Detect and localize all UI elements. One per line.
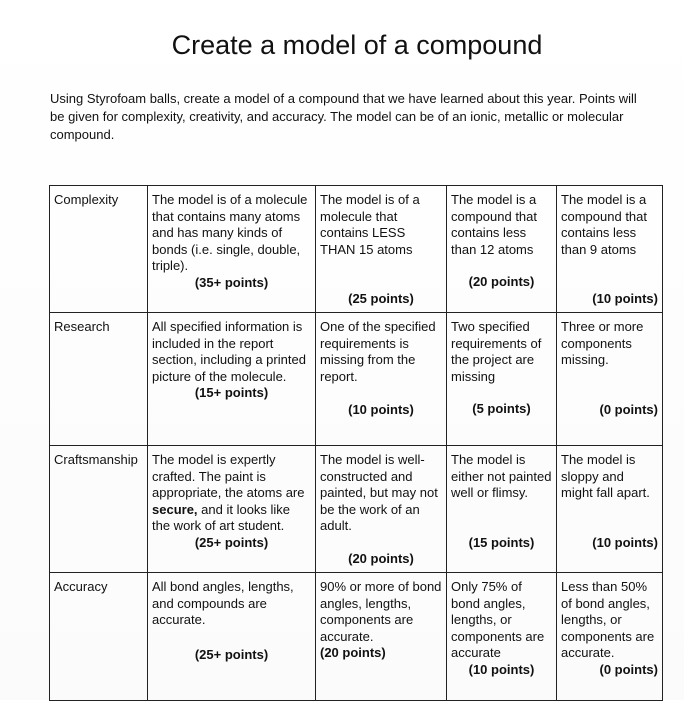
rubric-row-complexity [50, 186, 663, 313]
points-label: (35+ points) [194, 274, 269, 290]
points-label: (20 points) [348, 550, 414, 566]
criteria-text: Three or more components missing. [561, 319, 644, 367]
points-label: (0 points) [599, 401, 658, 417]
rubric-cell [316, 186, 447, 313]
points-label: (20 points) [320, 645, 386, 660]
criteria-text: All bond angles, lengths, and compounds are accurate. [152, 579, 294, 627]
points-label: (10 points) [592, 534, 658, 550]
criteria-text: The model is expertly crafted. The paint is appropriate, the atoms are secure, and it looks like the work of art student. [152, 452, 305, 533]
criteria-text: The model is sloppy and might fall apart. [561, 452, 650, 500]
rubric-cell [447, 446, 557, 573]
rubric-cell [316, 313, 447, 446]
rubric-cell [148, 446, 316, 573]
rubric-cell [447, 186, 557, 313]
rubric-row-craftsmanship [50, 446, 663, 573]
criteria-text: The model is a compound that contains less than 12 atoms [451, 192, 538, 257]
points-label: (15 points) [468, 534, 535, 550]
criteria-text: The model is either not painted well or flimsy. [451, 452, 552, 500]
category-accuracy: Accuracy [50, 573, 148, 701]
points-label: (25 points) [348, 291, 414, 306]
rubric-cell [148, 186, 316, 313]
criteria-text: All specified information is included in the report section, including a printed picture of the molecule. [152, 319, 306, 384]
rubric-cell [557, 313, 663, 446]
rubric-cell [148, 573, 316, 701]
criteria-text: The model is a compound that contains less than 9 atoms [561, 192, 648, 257]
rubric-cell [447, 313, 557, 446]
category-complexity: Complexity [50, 186, 148, 313]
criteria-text: The model is of a molecule that contains LESS THAN 15 atoms [320, 192, 420, 257]
rubric-table [49, 185, 663, 701]
rubric-cell [316, 446, 447, 573]
points-label: (0 points) [599, 661, 658, 677]
criteria-text: The model is of a molecule that contains many atoms and has many kinds of bonds (i.e. single, double, triple). [152, 192, 308, 273]
criteria-text: Less than 50% of bond angles, lengths, or components are accurate. [561, 579, 655, 660]
criteria-text: Two specified requirements of the project are missing [451, 319, 542, 384]
points-label: (10 points) [468, 661, 535, 677]
category-craftsmanship: Craftsmanship [50, 446, 148, 573]
rubric-cell [447, 573, 557, 701]
points-label: (10 points) [348, 402, 414, 417]
rubric-row-research [50, 313, 663, 446]
points-label: (10 points) [592, 291, 658, 306]
points-label: (25+ points) [194, 534, 269, 550]
rubric-cell [148, 313, 316, 446]
points-label: (20 points) [468, 274, 535, 289]
points-label: (5 points) [472, 401, 531, 416]
criteria-text: Only 75% of bond angles, lengths, or components are accurate [451, 579, 545, 660]
rubric-cell [316, 573, 447, 701]
criteria-text: The model is well-constructed and painted, but may not be the work of an adult. [320, 452, 438, 533]
rubric-cell [557, 186, 663, 313]
category-research: Research [50, 313, 148, 446]
criteria-text: 90% or more of bond angles, lengths, components are accurate. [320, 579, 442, 644]
intro-paragraph: Using Styrofoam balls, create a model of a compound that we have learned about this year. Points will be given for complexity, creativity, and accuracy. The model can be of an ionic, metallic or molecular compound. [50, 91, 637, 142]
points-label: (25+ points) [194, 646, 269, 662]
rubric-cell [557, 573, 663, 701]
points-label: (15+ points) [194, 385, 269, 400]
rubric-cell [557, 446, 663, 573]
page-title: Create a model of a compound [171, 30, 543, 60]
rubric-row-accuracy [50, 573, 663, 701]
criteria-text: One of the specified requirements is missing from the report. [320, 319, 436, 384]
